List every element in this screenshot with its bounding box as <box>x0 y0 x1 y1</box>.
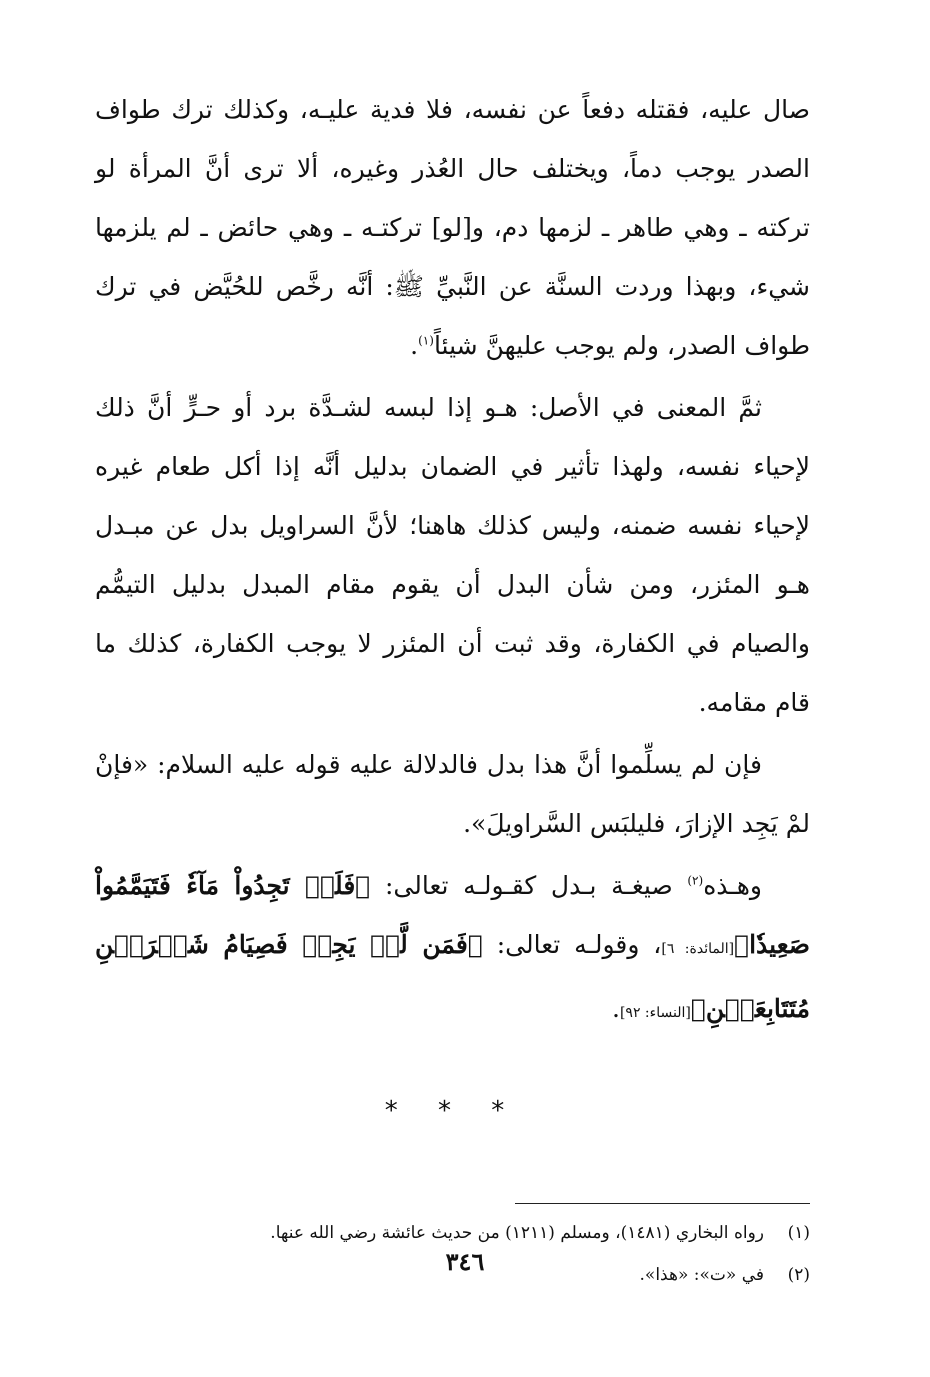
ornate-bracket-open-icon: ﴿ <box>355 871 371 900</box>
main-text <box>95 80 810 1043</box>
footnote-mark-1: (١) <box>418 333 434 348</box>
paragraph-1-tail: . <box>410 331 419 360</box>
footnote-2-text: في «ت»: «هذا». <box>639 1265 764 1285</box>
footnote-1-number: (١) <box>787 1223 810 1243</box>
footnote-2-number: (٢) <box>787 1265 810 1285</box>
quran-ref-1: [المائدة: ٦] <box>661 941 735 957</box>
paragraph-quran <box>95 856 810 1043</box>
page-body <box>95 80 810 1296</box>
quran-verse-2: فَمَن لَّمۡ يَجِدۡ فَصِيَامُ شَهۡرَيۡنِ مُتَتَابِعَيۡنِ <box>95 930 810 1023</box>
paragraph-2: ثمَّ المعنى في الأصل: هـو إذا لبسه لشـدَّة برد أو حـرٍّ أنَّ ذلك لإحياء نفسه، ولهذا تأثير في الضمان بدليل أنَّه إذا أكل طعام غيره لإحياء نفسه ضمنه، وليس كذلك هاهنا؛ لأنَّ السراويل بدل عن مبـدل هـو المئزر، ومن شأن البدل أن يقوم مقام المبدل بدليل التيمُّم والصيام في الكفارة، وقد ثبت أن المئزر لا يوجب الكفارة، كذلك ما قام مقامه. <box>95 393 810 717</box>
paragraph-1-text: صال عليه، فقتله دفعاً عن نفسه، فلا فدية عليـه، وكذلك ترك طواف الصدر يوجب دماً، ويختلف حال العُذر وغيره، ألا ترى أنَّ المرأة لو تركته ـ وهي طاهر ـ لزمها دم، و[لو] تركتـه ـ وهي حائض ـ لم يلزمها شيء، وبهذا وردت السنَّة عن النَّبيِّ ﷺ: أنَّه رخَّص للحُيَّض في ترك طواف الصدر، ولم يوجب عليهنَّ شيئاً <box>95 95 810 360</box>
ornate-bracket-close-icon: ﴾ <box>734 930 750 959</box>
paragraph-1 <box>95 80 810 375</box>
ornate-bracket-open-icon: ﴿ <box>467 930 483 959</box>
quran-verse-1: فَلَمۡ تَجِدُواْ مَآءٗ فَتَيَمَّمُواْ صَعِيدٗا <box>95 871 810 959</box>
page-number: ٣٤٦ <box>445 1247 485 1276</box>
quran-lead: وهـذه <box>703 871 762 900</box>
footnote-mark-2: (٢) <box>687 873 704 888</box>
quran-tail: . <box>612 994 620 1023</box>
section-separator: * * * <box>384 1096 521 1126</box>
quran-ref-2: [النساء: ٩٢] <box>619 1005 691 1021</box>
ornate-bracket-close-icon: ﴾ <box>690 994 706 1023</box>
quran-lead2: صيغـة بـدل كقـولـه تعالى: <box>370 871 688 900</box>
paragraph-3: فإن لم يسلِّموا أنَّ هذا بدل فالدلالة عليه قوله عليه السلام: «فإنْ لمْ يَجِد الإزارَ، فليلبَس السَّراويلَ». <box>95 750 810 838</box>
footnote-divider <box>515 1203 810 1204</box>
quran-mid: ، وقولـه تعالى: <box>482 930 662 959</box>
footnote-1-text: رواه البخاري (١٤٨١)، ومسلم (١٢١١) من حديث عائشة رضي الله عنها. <box>270 1223 764 1243</box>
